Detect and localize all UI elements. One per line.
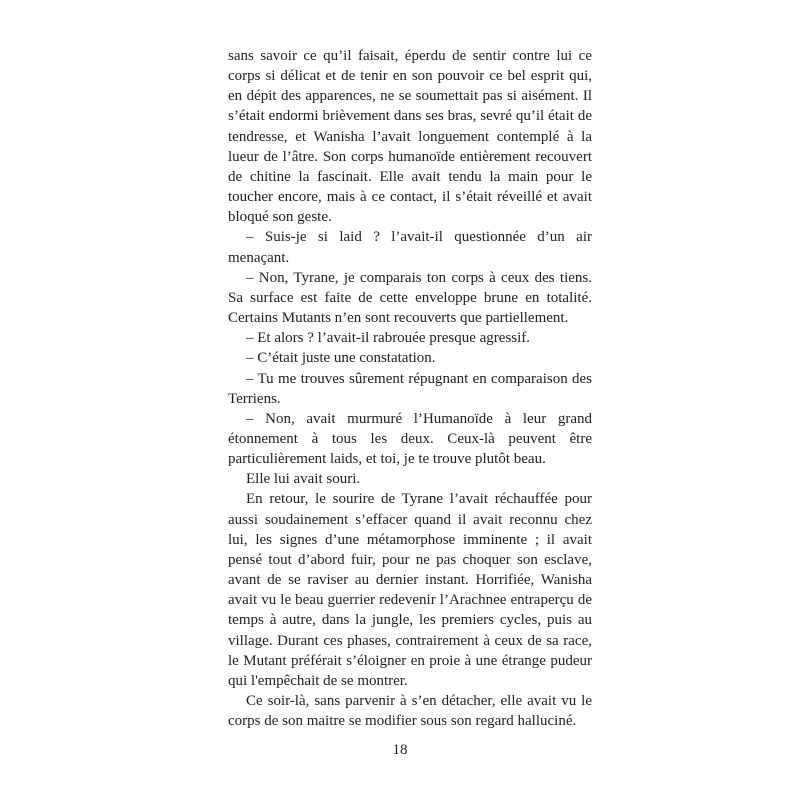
paragraph: En retour, le sourire de Tyrane l’avait réchauffée pour aussi soudainement s’effacer quand il avait reconnu chez lui, les signes d’une métamorphose imminente ; il avait pensé tout d’abord fuir, pour ne pas choquer son esclave, avant de se raviser au dernier instant. Horrifiée, Wanisha avait vu le beau guerrier redevenir l’Arachnee entraperçu de temps à autre, dans la jungle, les premiers cycles, puis au village. Durant ces phases, contrairement à ceux de sa race, le Mutant préférait s’éloigner en proie à une étrange pudeur qui l'empêchait de se montrer.	[228, 491, 592, 689]
paragraph: – Non, Tyrane, je comparais ton corps à ceux des tiens. Sa surface est faite de cette enveloppe brune en totalité. Certains Mutants n’en sont recouverts que partiellement.	[228, 269, 592, 327]
paragraph: – Suis-je si laid ? l’avait-il questionnée d’un air menaçant.	[228, 229, 592, 266]
paragraph: – Et alors ? l’avait-il rabrouée presque agressif.	[246, 330, 531, 347]
paragraph: – Non, avait murmuré l’Humanoïde à leur grand étonnement à tous les deux. Ceux-là peuvent être particulièrement laids, et toi, je te trouve plutôt beau.	[228, 410, 592, 468]
paragraph: sans savoir ce qu’il faisait, éperdu de sentir contre lui ce corps si délicat et de tenir en son pouvoir ce bel esprit qui, en dépit des apparences, ne se soumettait pas si aisément. Il s’était endormi brièvement dans ses bras, sevré qu’il était de tendresse, et Wanisha l’avait longuement contemplé à la lueur de l’âtre. Son corps humanoïde entièrement recouvert de chitine la fascinait. Elle avait tendu la main pour le toucher encore, mais à ce contact, il s’était réveillé et avait bloqué son geste.	[228, 48, 592, 226]
paragraph: – Tu me trouves sûrement répugnant en comparaison des Terriens.	[228, 370, 592, 407]
page-number: 18	[392, 742, 408, 758]
paragraph: Elle lui avait souri.	[246, 471, 361, 488]
paragraph: – C’était juste une constatation.	[246, 350, 436, 367]
paragraph: Ce soir-là, sans parvenir à s’en détacher, elle avait vu le corps de son maitre se modifier sous son regard halluciné.	[228, 693, 592, 730]
body-text	[228, 46, 592, 731]
